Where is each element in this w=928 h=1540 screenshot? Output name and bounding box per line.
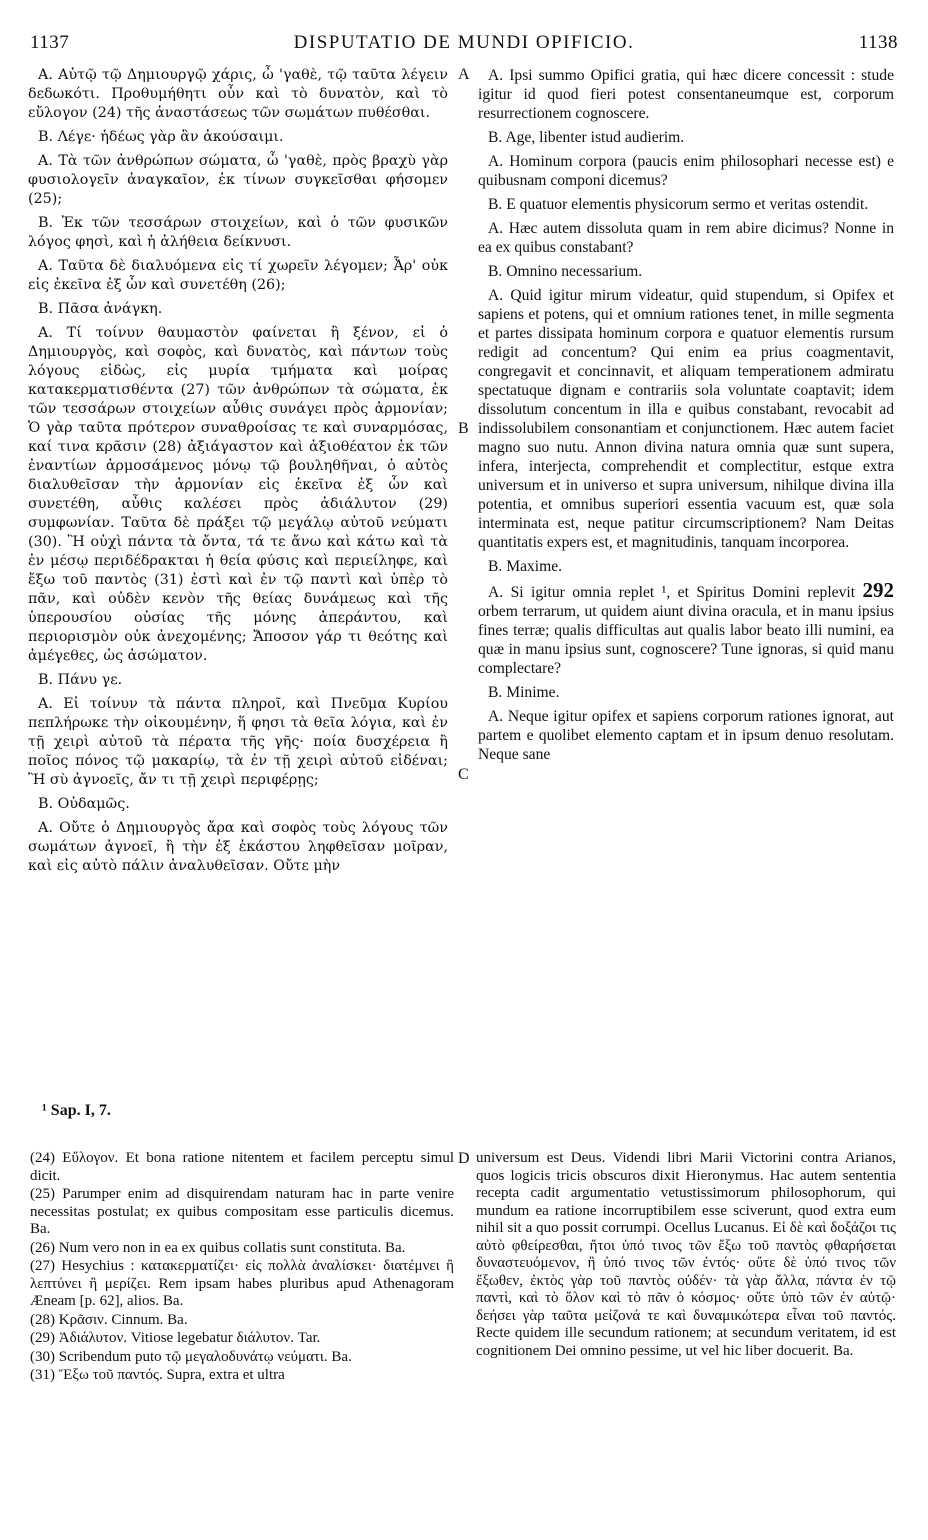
page-number-right: 1138 (858, 32, 898, 53)
latin-column (478, 66, 894, 769)
greek-paragraph: Β. Πάνυ γε. (38, 672, 123, 688)
latin-paragraph: B. Maxime. (488, 558, 563, 575)
footnote-continuation: universum est Deus. Videndi libri Marii Victorini contra Arianos, quos logicis tricis obscuros dixit Hieronymus. Hac autem sententia recepta cadit argumentatio vetustissimorum philosophorum, qui mundum ea ratione incorruptibilem esse sciverunt, quod extra eum nihil sit a quo possit corrumpi. Ocellus Lucanus. Εἰ δὲ καὶ δοξάζοι τις αὐτὸ φθείρεσθαι, ἤτοι ὑπό τινος τῶν ἔξω τοῦ παντὸς φθαρήσεται δυναστευόμενον, ἢ ὑπό τινος τῶν ἐντός· οὔτε δὲ ὑπό τινος τῶν ἔξωθεν, ἐκτὸς γὰρ τοῦ παντὸς οὐδέν· τὰ γὰρ ἄλλα, πάντα ἐν τῷ παντὶ, καὶ τὸ ὅλον καὶ τὸ πᾶν ὁ κόσμος· οὔτε ὑπὸ τῶν ἐν αὐτῷ· δεήσει γὰρ ταῦτα μείζονά τε καὶ δυναμικώτερα εἶναι τοῦ παντός. Recte quidem ille secundum rationem; at secundum veritatem, id est cognitionem Dei omnino pessime, ut vel hic liber docuerit. Ba. (476, 1150, 896, 1359)
latin-paragraph: B. E quatuor elementis physicorum sermo et veritas ostendit. (488, 196, 869, 213)
greek-paragraph: Α. Εἰ τοίνυν τὰ πάντα πληροῖ, καὶ Πνεῦμα Κυρίου πεπλήρωκε τὴν οἰκουμένην, ἥ φησι τὰ θεῖα λόγια, καὶ ἐν τῇ χειρὶ αὐτοῦ τὰ πέρατα τῆς γῆς· ποία δυσχέρεια ἢ ποῖος πόνος τῷ μακαρίῳ, τὰ ἐν τῇ χειρὶ αὐτοῦ εἰδέναι; Ἢ σὺ ἀγνοεῖς, ἄν τι τῇ χειρὶ περιφέρῃς; (28, 696, 448, 788)
footnote: (24) Εὔλογον. Et bona ratione nitentem et facilem perceptu simul dicit. (30, 1150, 454, 1184)
footnote: (27) Hesychius : κατακερματίζει· εἰς πολλὰ ἀναλίσκει· διατέμνει ἢ λεπτύνει ἢ μερίζει. Rem ipsam habes pluribus apud Athenagoram Æneam [p. 62], alios. Ba. (30, 1258, 454, 1309)
scripture-footnote: ¹ Sap. I, 7. (42, 1102, 111, 1119)
margin-mark-c: C (458, 766, 469, 783)
notes-left-column (30, 1150, 454, 1386)
page-number-left: 1137 (30, 32, 70, 53)
latin-paragraph: A. Hominum corpora (paucis enim philosophari necesse est) e quibusnam componi dicemus? (478, 153, 894, 189)
greek-paragraph: Β. Πᾶσα ἀνάγκη. (38, 301, 163, 317)
margin-mark-b: B (458, 420, 469, 437)
latin-paragraph (478, 578, 894, 678)
greek-paragraph: Α. Τὰ τῶν ἀνθρώπων σώματα, ὦ 'γαθὲ, πρὸς βραχὺ γὰρ φυσιολογεῖν ἀναγκαῖον, ἐκ τίνων συγκεῖσθαι φήσομεν (25); (28, 153, 448, 207)
footnote: (30) Scribendum puto τῷ μεγαλοδυνάτῳ νεύματι. Ba. (30, 1348, 352, 1365)
latin-paragraph: A. Quid igitur mirum videatur, quid stupendum, si Opifex et sapiens et potens, qui et omnium rationes tenet, in mille segmenta et partes dissipata hominum corpora e quatuor elementis rursum redigit ad concentum? Qui enim ea prius coagmentavit, congregavit et concinnavit, et aliquam temperationem admiratu spectatuque dignam e contrariis sola voluntate coaptavit; idem dissolutum concentum in illa e quibus constabant, revocabit ad indissolubilem consonantiam et conjunctionem. Hæc autem faciet magno suo nutu. Annon divina natura omnia quæ sunt supera, infera, interjecta, comprehendit et complectitur, estque extra universum et in universo et supra universum, nihilque divina illa potentia, et omnibus superiori essentia vacuum est, quæ sola interminata est, neque patitur circumscriptionem? Nam Deitas quantitatis expers est, et magnitudinis, tanquam incorporea. (478, 287, 894, 551)
greek-paragraph: Β. Οὐδαμῶς. (38, 796, 130, 812)
latin-paragraph: A. Ipsi summo Opifici gratia, qui hæc dicere concessit : stude igitur id quod fieri potest consentaneumque est, corporum resurrectionem cognoscere. (478, 67, 894, 122)
margin-mark-d: D (458, 1150, 470, 1167)
footnote: (25) Parumper enim ad disquirendam naturam hac in parte venire necessitas postulat; ex quibus compositam esse particulis dicemus. Ba. (30, 1186, 454, 1237)
greek-paragraph: Α. Αὐτῷ τῷ Δημιουργῷ χάρις, ὦ 'γαθὲ, τῷ ταῦτα λέγειν δεδωκότι. Προθυμήθητι οὖν καὶ τὸ δυνατὸν, καὶ τὸ εὔλογον (24) τῆς ἀναστάσεως τῶν σωμάτων πυθέσθαι. (28, 67, 448, 121)
greek-column (28, 66, 448, 881)
running-title: DISPUTATIO DE MUNDI OPIFICIO. (293, 32, 635, 53)
latin-paragraph: B. Minime. (488, 684, 560, 701)
footnote: (28) Κρᾶσιν. Cinnum. Ba. (30, 1311, 188, 1328)
footnote: (26) Num vero non in ea ex quibus collatis sunt constituta. Ba. (30, 1239, 406, 1256)
greek-paragraph: Α. Τί τοίνυν θαυμαστὸν φαίνεται ἢ ξένον, εἰ ὁ Δημιουργὸς, καὶ σοφὸς, καὶ δυνατὸς, καὶ πάντων τοὺς λόγους εἰδὼς, εἰς μυρία τμήματα καὶ μοίρας κατακερματισθέντα (27) τῶν ἀνθρώπων τὰ σώματα, ἐκ τῶν τεσσάρων στοιχείων αὖθις συνάγει πρὸς ἁρμονίαν; Ὁ γὰρ ταῦτα πρότερον συναθροίσας τε καὶ συναρμόσας, καί τινα κρᾶσιν (28) ἀξιάγαστον καὶ ἀξιοθέατον ἐκ τῶν ἐναντίων ἁρμοσάμενος μόνῳ τῷ βουληθῆναι, ὁ αὐτὸς διαλυθεῖσαν τὴν ἁρμονίαν εἰς ἐκεῖνα ἐξ ὧν καὶ συνετέθη, αὖθις καλέσει πρὸς ἀδιάλυτον (29) συμφωνίαν. Ταῦτα δὲ πράξει τῷ μεγάλῳ αὐτοῦ νεύματι (30). Ἢ οὐχὶ πάντα τὰ ὄντα, τά τε ἄνω καὶ κάτω καὶ τὰ ἐν μέσῳ περιδέδρακται ἡ θεία φύσις καὶ περιείληφε, καὶ ἔξω τοῦ παντὸς (31) ἐστὶ καὶ ἐν τῷ παντὶ καὶ ὑπὲρ τὸ πᾶν, καὶ οὐδὲν κενὸν τῆς θείας δυνάμεως καὶ τῆς ὑπερουσίου οὐσίας τῆς μόνης ἀπεράντου, καὶ περιορισμὸν οὐκ ἀνεχομένης; Ἄποσον γάρ τι θεότης καὶ ἀμέγεθες, ὡς ἀσώματον. (28, 325, 448, 664)
margin-mark-a: A (458, 66, 470, 83)
footnote: (29) Ἀδιάλυτον. Vitiose legebatur διάλυτον. Tar. (30, 1330, 321, 1346)
running-header (30, 32, 898, 58)
greek-paragraph: Β. Ἐκ τῶν τεσσάρων στοιχείων, καὶ ὁ τῶν φυσικῶν λόγος φησὶ, καὶ ἡ ἀλήθεια δείκνυσι. (28, 215, 448, 250)
latin-paragraph: B. Omnino necessarium. (488, 263, 643, 280)
column-number: 292 (862, 578, 894, 602)
notes-right-column (476, 1150, 896, 1361)
footnote: (31) Ἔξω τοῦ παντός. Supra, extra et ultra (30, 1367, 285, 1383)
greek-paragraph: Α. Ταῦτα δὲ διαλυόμενα εἰς τί χωρεῖν λέγομεν; Ἆρ' οὐκ εἰς ἐκεῖνα ἐξ ὧν καὶ συνετέθη (26); (28, 258, 448, 293)
latin-text: A. Si igitur omnia replet ¹, et Spiritus Domini replevit (488, 584, 856, 601)
greek-paragraph: Β. Λέγε· ἡδέως γὰρ ἂν ἀκούσαιμι. (38, 129, 284, 145)
latin-paragraph: A. Neque igitur opifex et sapiens corporum rationes ignorat, aut partem e quolibet elemento captam et in ipsum denuo resolutam. Neque sane (478, 708, 894, 763)
greek-paragraph: Α. Οὔτε ὁ Δημιουργὸς ἄρα καὶ σοφὸς τοὺς λόγους τῶν σωμάτων ἀγνοεῖ, ἢ τὴν ἐξ ἑκάστου ληφθεῖσαν μοῖραν, καὶ εἰς αὐτὸ πάλιν ἀναλυθεῖσαν. Οὔτε μὴν (28, 820, 448, 874)
latin-paragraph: B. Age, libenter istud audierim. (488, 129, 685, 146)
latin-paragraph: A. Hæc autem dissoluta quam in rem abire dicimus? Nonne in ea ex quibus constabant? (478, 220, 894, 256)
latin-text: orbem terrarum, ut quidem aiunt divina oracula, et in manu ipsius fines terræ; qualis difficultas aut qualis labor beato illi numini, ea quæ in manu ipsius sunt, cognoscere? Tune ignoras, si quid manu complectare? (478, 603, 894, 677)
